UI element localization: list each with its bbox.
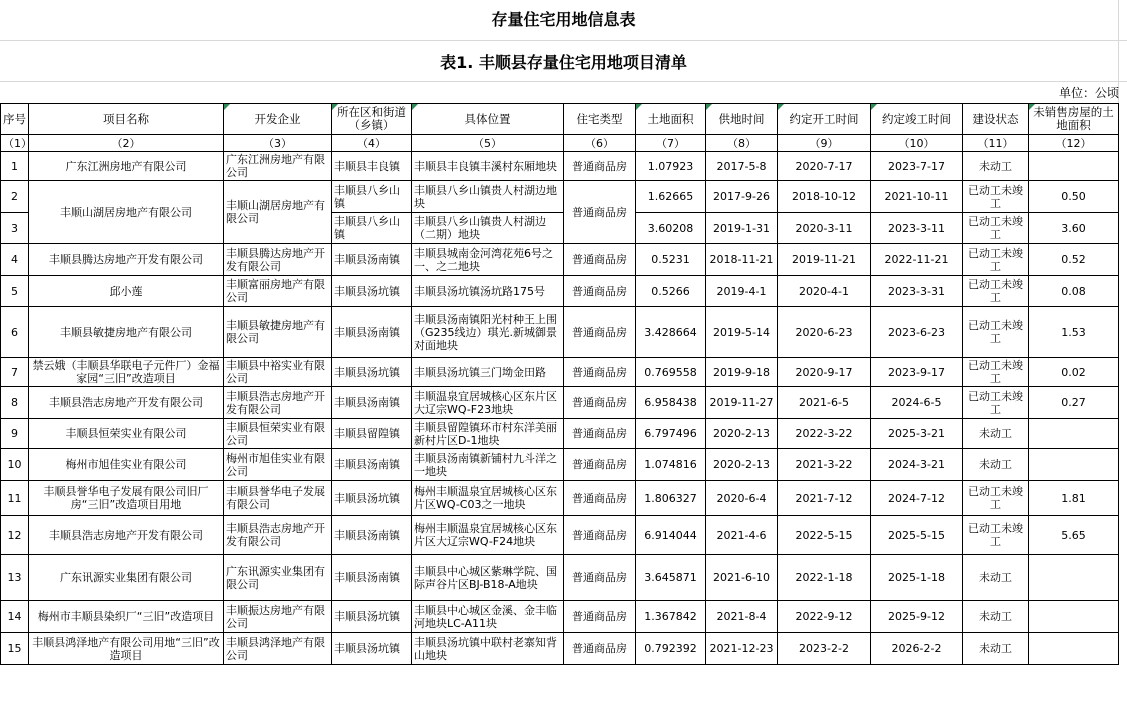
location-cell[interactable]: 丰顺县丰良镇丰溪村东厢地块 (412, 152, 564, 181)
gridline (0, 40, 1127, 41)
header-cell[interactable]: 未销售房屋的土地面积 (1029, 104, 1119, 135)
end-date-cell[interactable]: 2023-3-31 (871, 276, 963, 307)
no-cell[interactable]: 5 (1, 276, 29, 307)
project-name-cell[interactable]: 丰顺县腾达房地产开发有限公司 (29, 244, 224, 276)
no-cell[interactable]: 10 (1, 449, 29, 481)
header-cell[interactable]: 约定开工时间 (778, 104, 871, 135)
end-date-cell[interactable]: 2025-9-12 (871, 601, 963, 633)
developer-cell[interactable]: 丰顺县敏捷房地产有限公司 (224, 307, 332, 358)
status-cell[interactable]: 已动工未竣工 (963, 387, 1029, 419)
column-number-row (1, 135, 1119, 152)
area-cell[interactable]: 1.62665 (636, 181, 706, 213)
start-date-cell[interactable]: 2018-10-12 (778, 181, 871, 213)
table-row (1, 555, 1119, 601)
supply-date-cell[interactable]: 2020-2-13 (706, 449, 778, 481)
type-cell[interactable]: 普通商品房 (564, 307, 636, 358)
type-cell[interactable]: 普通商品房 (564, 387, 636, 419)
town-cell[interactable]: 丰顺县汤南镇 (332, 387, 412, 419)
location-cell[interactable]: 丰顺县汤南镇阳光村种王上围（G235线边）琪光.新城御景对面地块 (412, 307, 564, 358)
project-name-cell[interactable]: 禁云娥（丰顺县华联电子元件厂）金福家园“三旧”改造项目 (29, 358, 224, 387)
location-cell[interactable]: 丰顺县汤坑镇中联村老寨知背山地块 (412, 633, 564, 665)
header-cell[interactable]: 开发企业 (224, 104, 332, 135)
status-cell[interactable]: 已动工未竣工 (963, 213, 1029, 244)
area-cell[interactable]: 6.914044 (636, 516, 706, 555)
header-cell[interactable]: 项目名称 (29, 104, 224, 135)
location-cell[interactable]: 丰顺县八乡山镇贵人村湖边（二期）地块 (412, 213, 564, 244)
unsold-area-cell[interactable]: 5.65 (1029, 516, 1119, 555)
supply-date-cell[interactable]: 2019-4-1 (706, 276, 778, 307)
supply-date-cell[interactable]: 2017-5-8 (706, 152, 778, 181)
unsold-area-cell[interactable] (1029, 633, 1119, 665)
developer-cell[interactable]: 丰顺县浩志房地产开发有限公司 (224, 516, 332, 555)
end-date-cell[interactable]: 2023-9-17 (871, 358, 963, 387)
table-row (1, 419, 1119, 449)
status-cell[interactable]: 已动工未竣工 (963, 516, 1029, 555)
no-cell[interactable]: 7 (1, 358, 29, 387)
column-number-cell[interactable]: （5） (412, 135, 564, 152)
area-cell[interactable]: 3.60208 (636, 213, 706, 244)
status-cell[interactable]: 已动工未竣工 (963, 181, 1029, 213)
supply-date-cell[interactable]: 2019-1-31 (706, 213, 778, 244)
location-cell[interactable]: 丰顺县留隍镇环市村东洋美丽新村片区D-1地块 (412, 419, 564, 449)
town-cell[interactable]: 丰顺县汤坑镇 (332, 633, 412, 665)
start-date-cell[interactable]: 2020-3-11 (778, 213, 871, 244)
table-row (1, 152, 1119, 181)
table-row (1, 633, 1119, 665)
location-cell[interactable]: 丰顺温泉宜居城核心区东片区大辽宗WQ-F23地块 (412, 387, 564, 419)
town-cell[interactable]: 丰顺县汤坑镇 (332, 601, 412, 633)
area-cell[interactable]: 1.07923 (636, 152, 706, 181)
no-cell[interactable]: 9 (1, 419, 29, 449)
town-cell[interactable]: 丰顺县汤坑镇 (332, 276, 412, 307)
area-cell[interactable]: 3.428664 (636, 307, 706, 358)
start-date-cell[interactable]: 2020-9-17 (778, 358, 871, 387)
header-cell[interactable]: 供地时间 (706, 104, 778, 135)
sheet-title: 存量住宅用地信息表 (491, 10, 636, 29)
table-row (1, 276, 1119, 307)
developer-cell[interactable]: 丰顺山湖居房地产有限公司 (224, 181, 332, 244)
no-cell[interactable]: 11 (1, 481, 29, 516)
header-cell[interactable]: 建设状态 (963, 104, 1029, 135)
area-cell[interactable]: 0.769558 (636, 358, 706, 387)
town-cell[interactable]: 丰顺县八乡山镇 (332, 213, 412, 244)
location-cell[interactable]: 丰顺县汤南镇新铺村九斗洋之一地块 (412, 449, 564, 481)
start-date-cell[interactable]: 2021-7-12 (778, 481, 871, 516)
status-cell[interactable]: 未动工 (963, 555, 1029, 601)
gridline (0, 81, 1127, 82)
start-date-cell[interactable]: 2023-2-2 (778, 633, 871, 665)
developer-cell[interactable]: 丰顺县恒荣实业有限公司 (224, 419, 332, 449)
unsold-area-cell[interactable] (1029, 152, 1119, 181)
no-cell[interactable]: 13 (1, 555, 29, 601)
location-cell[interactable]: 梅州丰顺温泉宜居城核心区东片区WQ-C03之一地块 (412, 481, 564, 516)
project-name-cell[interactable]: 丰顺县浩志房地产开发有限公司 (29, 387, 224, 419)
status-cell[interactable]: 已动工未竣工 (963, 244, 1029, 276)
column-number-cell[interactable]: （11） (963, 135, 1029, 152)
unsold-area-cell[interactable]: 0.52 (1029, 244, 1119, 276)
status-cell[interactable]: 已动工未竣工 (963, 307, 1029, 358)
town-cell[interactable]: 丰顺县汤南镇 (332, 449, 412, 481)
start-date-cell[interactable]: 2020-4-1 (778, 276, 871, 307)
area-cell[interactable]: 1.074816 (636, 449, 706, 481)
project-name-cell[interactable]: 丰顺山湖居房地产有限公司 (29, 181, 224, 244)
developer-cell[interactable]: 丰顺县浩志房地产开发有限公司 (224, 387, 332, 419)
status-cell[interactable]: 未动工 (963, 449, 1029, 481)
status-cell[interactable]: 已动工未竣工 (963, 276, 1029, 307)
type-cell[interactable]: 普通商品房 (564, 181, 636, 244)
town-cell[interactable]: 丰顺县汤南镇 (332, 516, 412, 555)
column-number-cell[interactable]: （2） (29, 135, 224, 152)
town-cell[interactable]: 丰顺县丰良镇 (332, 152, 412, 181)
column-number-cell[interactable]: （12） (1029, 135, 1119, 152)
header-cell[interactable]: 土地面积 (636, 104, 706, 135)
unit-label: 单位：公顷 (1058, 86, 1119, 100)
end-date-cell[interactable]: 2023-6-23 (871, 307, 963, 358)
status-cell[interactable]: 未动工 (963, 419, 1029, 449)
header-cell[interactable]: 具体位置 (412, 104, 564, 135)
project-name-cell[interactable]: 梅州市旭佳实业有限公司 (29, 449, 224, 481)
header-cell[interactable]: 住宅类型 (564, 104, 636, 135)
location-cell[interactable]: 丰顺县城南金河湾花苑6号之一、之二地块 (412, 244, 564, 276)
unsold-area-cell[interactable] (1029, 419, 1119, 449)
type-cell[interactable]: 普通商品房 (564, 601, 636, 633)
column-number-cell[interactable]: （6） (564, 135, 636, 152)
project-name-cell[interactable]: 丰顺县浩志房地产开发有限公司 (29, 516, 224, 555)
town-cell[interactable]: 丰顺县八乡山镇 (332, 181, 412, 213)
header-cell[interactable]: 约定竣工时间 (871, 104, 963, 135)
type-cell[interactable]: 普通商品房 (564, 449, 636, 481)
project-name-cell[interactable]: 丰顺县誉华电子发展有限公司旧厂房“三旧”改造项目用地 (29, 481, 224, 516)
column-number-cell[interactable]: （4） (332, 135, 412, 152)
type-cell[interactable]: 普通商品房 (564, 555, 636, 601)
supply-date-cell[interactable]: 2021-6-10 (706, 555, 778, 601)
project-name-cell[interactable]: 丰顺县敏捷房地产有限公司 (29, 307, 224, 358)
supply-date-cell[interactable]: 2019-11-27 (706, 387, 778, 419)
end-date-cell[interactable]: 2021-10-11 (871, 181, 963, 213)
column-number-cell[interactable]: （1） (1, 135, 29, 152)
location-cell[interactable]: 丰顺县中心城区紫琳学院、国际声谷片区BJ-B18-A地块 (412, 555, 564, 601)
status-cell[interactable]: 已动工未竣工 (963, 358, 1029, 387)
town-cell[interactable]: 丰顺县汤南镇 (332, 244, 412, 276)
type-cell[interactable]: 普通商品房 (564, 152, 636, 181)
no-cell[interactable]: 8 (1, 387, 29, 419)
table-row (1, 358, 1119, 387)
unsold-area-cell[interactable]: 1.81 (1029, 481, 1119, 516)
start-date-cell[interactable]: 2022-5-15 (778, 516, 871, 555)
area-cell[interactable]: 0.5266 (636, 276, 706, 307)
table-row (1, 481, 1119, 516)
table-row (1, 516, 1119, 555)
table-row (1, 449, 1119, 481)
end-date-cell[interactable]: 2025-3-21 (871, 419, 963, 449)
supply-date-cell[interactable]: 2020-2-13 (706, 419, 778, 449)
developer-cell[interactable]: 广东讯源实业集团有限公司 (224, 555, 332, 601)
no-cell[interactable]: 3 (1, 213, 29, 244)
land-table (0, 103, 1119, 665)
unsold-area-cell[interactable] (1029, 555, 1119, 601)
table-row (1, 244, 1119, 276)
developer-cell[interactable]: 广东江洲房地产有限公司 (224, 152, 332, 181)
area-cell[interactable]: 0.5231 (636, 244, 706, 276)
developer-cell[interactable]: 丰顺振达房地产有限公司 (224, 601, 332, 633)
end-date-cell[interactable]: 2025-5-15 (871, 516, 963, 555)
developer-cell[interactable]: 丰顺县鸿泽地产有限公司 (224, 633, 332, 665)
area-cell[interactable]: 3.645871 (636, 555, 706, 601)
end-date-cell[interactable]: 2025-1-18 (871, 555, 963, 601)
project-name-cell[interactable]: 丰顺县鸿泽地产有限公司用地“三旧”改造项目 (29, 633, 224, 665)
type-cell[interactable]: 普通商品房 (564, 244, 636, 276)
type-cell[interactable]: 普通商品房 (564, 419, 636, 449)
end-date-cell[interactable]: 2022-11-21 (871, 244, 963, 276)
end-date-cell[interactable]: 2023-7-17 (871, 152, 963, 181)
area-cell[interactable]: 1.806327 (636, 481, 706, 516)
unsold-area-cell[interactable]: 1.53 (1029, 307, 1119, 358)
column-number-cell[interactable]: （8） (706, 135, 778, 152)
column-number-cell[interactable]: （10） (871, 135, 963, 152)
supply-date-cell[interactable]: 2021-12-23 (706, 633, 778, 665)
unsold-area-cell[interactable] (1029, 449, 1119, 481)
location-cell[interactable]: 梅州丰顺温泉宜居城核心区东片区大辽宗WQ-F24地块 (412, 516, 564, 555)
column-number-cell[interactable]: （7） (636, 135, 706, 152)
town-cell[interactable]: 丰顺县留隍镇 (332, 419, 412, 449)
supply-date-cell[interactable]: 2021-8-4 (706, 601, 778, 633)
area-cell[interactable]: 6.797496 (636, 419, 706, 449)
status-cell[interactable]: 未动工 (963, 633, 1029, 665)
location-cell[interactable]: 丰顺县八乡山镇贵人村湖边地块 (412, 181, 564, 213)
project-name-cell[interactable]: 梅州市丰顺县染织厂“三旧”改造项目 (29, 601, 224, 633)
unsold-area-cell[interactable]: 3.60 (1029, 213, 1119, 244)
location-cell[interactable]: 丰顺县中心城区金溪、金丰临河地块LC-A11块 (412, 601, 564, 633)
no-cell[interactable]: 15 (1, 633, 29, 665)
unsold-area-cell[interactable]: 0.50 (1029, 181, 1119, 213)
no-cell[interactable]: 12 (1, 516, 29, 555)
supply-date-cell[interactable]: 2017-9-26 (706, 181, 778, 213)
start-date-cell[interactable]: 2020-7-17 (778, 152, 871, 181)
end-date-cell[interactable]: 2024-3-21 (871, 449, 963, 481)
area-cell[interactable]: 6.958438 (636, 387, 706, 419)
project-name-cell[interactable]: 广东讯源实业集团有限公司 (29, 555, 224, 601)
town-cell[interactable]: 丰顺县汤坑镇 (332, 358, 412, 387)
no-cell[interactable]: 2 (1, 181, 29, 213)
supply-date-cell[interactable]: 2019-5-14 (706, 307, 778, 358)
project-name-cell[interactable]: 邱小莲 (29, 276, 224, 307)
unsold-area-cell[interactable] (1029, 601, 1119, 633)
table-title: 表1. 丰顺县存量住宅用地项目清单 (440, 53, 687, 72)
developer-cell[interactable]: 丰顺县中裕实业有限公司 (224, 358, 332, 387)
developer-cell[interactable]: 丰顺县腾达房地产开发有限公司 (224, 244, 332, 276)
town-cell[interactable]: 丰顺县汤南镇 (332, 555, 412, 601)
area-cell[interactable]: 1.367842 (636, 601, 706, 633)
start-date-cell[interactable]: 2019-11-21 (778, 244, 871, 276)
developer-cell[interactable]: 丰顺县誉华电子发展有限公司 (224, 481, 332, 516)
location-cell[interactable]: 丰顺县汤坑镇汤坑路175号 (412, 276, 564, 307)
start-date-cell[interactable]: 2020-6-23 (778, 307, 871, 358)
unsold-area-cell[interactable]: 0.02 (1029, 358, 1119, 387)
status-cell[interactable]: 未动工 (963, 152, 1029, 181)
unsold-area-cell[interactable]: 0.27 (1029, 387, 1119, 419)
start-date-cell[interactable]: 2022-3-22 (778, 419, 871, 449)
project-name-cell[interactable]: 广东江洲房地产有限公司 (29, 152, 224, 181)
table-row (1, 307, 1119, 358)
supply-date-cell[interactable]: 2018-11-21 (706, 244, 778, 276)
column-number-cell[interactable]: （3） (224, 135, 332, 152)
type-cell[interactable]: 普通商品房 (564, 633, 636, 665)
end-date-cell[interactable]: 2024-6-5 (871, 387, 963, 419)
no-cell[interactable]: 4 (1, 244, 29, 276)
start-date-cell[interactable]: 2022-1-18 (778, 555, 871, 601)
developer-cell[interactable]: 丰顺富丽房地产有限公司 (224, 276, 332, 307)
start-date-cell[interactable]: 2021-6-5 (778, 387, 871, 419)
town-cell[interactable]: 丰顺县汤坑镇 (332, 481, 412, 516)
start-date-cell[interactable]: 2021-3-22 (778, 449, 871, 481)
project-name-cell[interactable]: 丰顺县恒荣实业有限公司 (29, 419, 224, 449)
header-row (1, 104, 1119, 135)
table-row (1, 181, 1119, 213)
type-cell[interactable]: 普通商品房 (564, 276, 636, 307)
header-cell[interactable]: 所在区和街道（乡镇） (332, 104, 412, 135)
header-cell[interactable]: 序号 (1, 104, 29, 135)
supply-date-cell[interactable]: 2020-6-4 (706, 481, 778, 516)
type-cell[interactable]: 普通商品房 (564, 481, 636, 516)
start-date-cell[interactable]: 2022-9-12 (778, 601, 871, 633)
supply-date-cell[interactable]: 2019-9-18 (706, 358, 778, 387)
status-cell[interactable]: 已动工未竣工 (963, 481, 1029, 516)
location-cell[interactable]: 丰顺县汤坑镇三门坳金田路 (412, 358, 564, 387)
end-date-cell[interactable]: 2024-7-12 (871, 481, 963, 516)
no-cell[interactable]: 6 (1, 307, 29, 358)
supply-date-cell[interactable]: 2021-4-6 (706, 516, 778, 555)
no-cell[interactable]: 14 (1, 601, 29, 633)
town-cell[interactable]: 丰顺县汤南镇 (332, 307, 412, 358)
column-number-cell[interactable]: （9） (778, 135, 871, 152)
table-row (1, 387, 1119, 419)
end-date-cell[interactable]: 2023-3-11 (871, 213, 963, 244)
no-cell[interactable]: 1 (1, 152, 29, 181)
type-cell[interactable]: 普通商品房 (564, 516, 636, 555)
area-cell[interactable]: 0.792392 (636, 633, 706, 665)
table-row (1, 601, 1119, 633)
status-cell[interactable]: 未动工 (963, 601, 1029, 633)
end-date-cell[interactable]: 2026-2-2 (871, 633, 963, 665)
unsold-area-cell[interactable]: 0.08 (1029, 276, 1119, 307)
developer-cell[interactable]: 梅州市旭佳实业有限公司 (224, 449, 332, 481)
type-cell[interactable]: 普通商品房 (564, 358, 636, 387)
